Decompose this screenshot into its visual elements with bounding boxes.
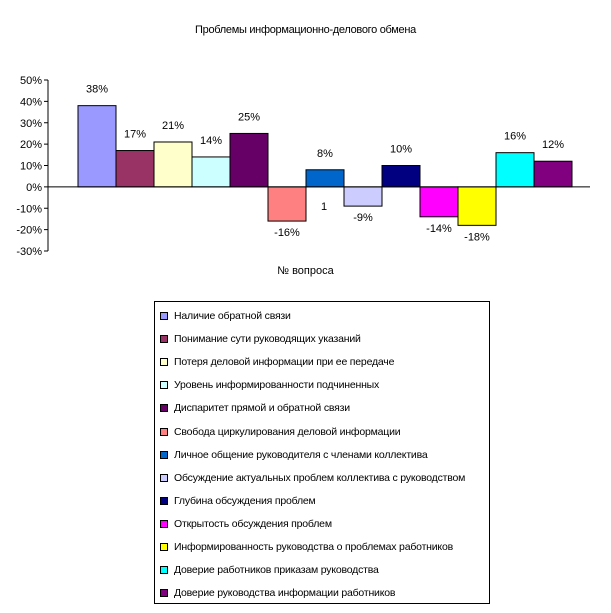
data-label: 17%	[123, 128, 147, 141]
legend-item	[160, 471, 465, 485]
legend-swatch	[160, 543, 168, 551]
data-label: 25%	[237, 111, 261, 124]
y-tick-label: 0%	[26, 181, 42, 194]
legend-item	[160, 540, 453, 554]
y-tick-label: 20%	[19, 139, 42, 152]
x-axis-label: № вопроса	[277, 265, 334, 277]
data-label: 8%	[317, 147, 333, 160]
data-label: -14%	[426, 222, 452, 235]
bar-12	[496, 153, 534, 187]
data-label: -18%	[464, 231, 490, 244]
legend-item	[160, 309, 291, 323]
data-label: 14%	[199, 134, 223, 147]
legend-label: Наличие обратной связи	[174, 310, 291, 322]
legend-label: Личное общение руководителя с членами коллектива	[174, 448, 428, 461]
data-label: 21%	[161, 119, 185, 132]
x-tick-label: 1	[320, 200, 328, 213]
data-label: 12%	[541, 139, 565, 152]
legend-swatch	[160, 497, 168, 505]
data-label: 38%	[85, 83, 109, 96]
y-tick-label: 10%	[19, 160, 42, 173]
legend-label: Понимание сути руководящих указаний	[174, 333, 361, 346]
legend-swatch	[160, 312, 168, 320]
legend-label: Доверие руководства информации работников	[174, 587, 396, 600]
legend-swatch	[160, 404, 168, 412]
legend-label: Потеря деловой информации при ее передаче	[174, 356, 395, 369]
bar-9	[382, 166, 420, 187]
legend-swatch	[160, 520, 168, 528]
bar-5	[230, 133, 268, 186]
bar-7	[306, 170, 344, 187]
bar-8	[344, 187, 382, 206]
legend-item	[160, 401, 350, 415]
legend-item	[160, 494, 316, 508]
legend-label: Доверие работников приказам руководства	[174, 564, 379, 577]
legend-swatch	[160, 335, 168, 343]
y-tick-label: 30%	[19, 117, 42, 130]
data-label: -9%	[353, 212, 373, 225]
legend-item	[160, 355, 394, 369]
bar-6	[268, 187, 306, 221]
legend-item	[160, 378, 379, 392]
legend-label: Уровень информированности подчиненных	[174, 379, 380, 392]
y-tick-label: 50%	[19, 75, 42, 87]
legend-label: Информированность руководства о проблемах работников	[174, 541, 453, 553]
bar-11	[458, 187, 496, 225]
legend-label: Обсуждение актуальных проблем коллектива с руководством	[174, 471, 466, 484]
bar-1	[78, 106, 116, 187]
data-label: -16%	[274, 227, 300, 240]
legend-label: Глубина обсуждения проблем	[174, 494, 316, 507]
legend-item	[160, 563, 379, 577]
data-label: 16%	[503, 130, 527, 143]
bar-4	[192, 157, 230, 187]
legend-swatch	[160, 474, 168, 482]
y-tick-label: -20%	[16, 224, 42, 237]
legend-item	[160, 448, 428, 462]
bar-10	[420, 187, 458, 217]
legend-label: Свобода циркулирования деловой информации	[174, 425, 401, 438]
legend-swatch	[160, 566, 168, 574]
chart-title: Проблемы информационно-делового обмена	[195, 24, 416, 36]
y-tick-label: 40%	[19, 96, 42, 109]
legend-swatch	[160, 451, 168, 459]
legend-label: Открытость обсуждения проблем	[174, 517, 332, 530]
bar-13	[534, 161, 572, 187]
legend-swatch	[160, 381, 168, 389]
legend-swatch	[160, 428, 168, 436]
bar-2	[116, 151, 154, 187]
legend-item	[160, 517, 332, 531]
legend-swatch	[160, 589, 168, 597]
y-tick-label: -30%	[16, 246, 42, 258]
legend-item	[160, 425, 400, 439]
legend-item	[160, 586, 395, 600]
legend-item	[160, 332, 361, 346]
legend-swatch	[160, 358, 168, 366]
data-label: 10%	[389, 143, 413, 156]
y-tick-label: -10%	[16, 203, 42, 216]
bar-chart	[0, 0, 611, 300]
legend-label: Диспаритет прямой и обратной связи	[174, 402, 350, 415]
chart-legend	[154, 301, 490, 604]
bar-3	[154, 142, 192, 187]
